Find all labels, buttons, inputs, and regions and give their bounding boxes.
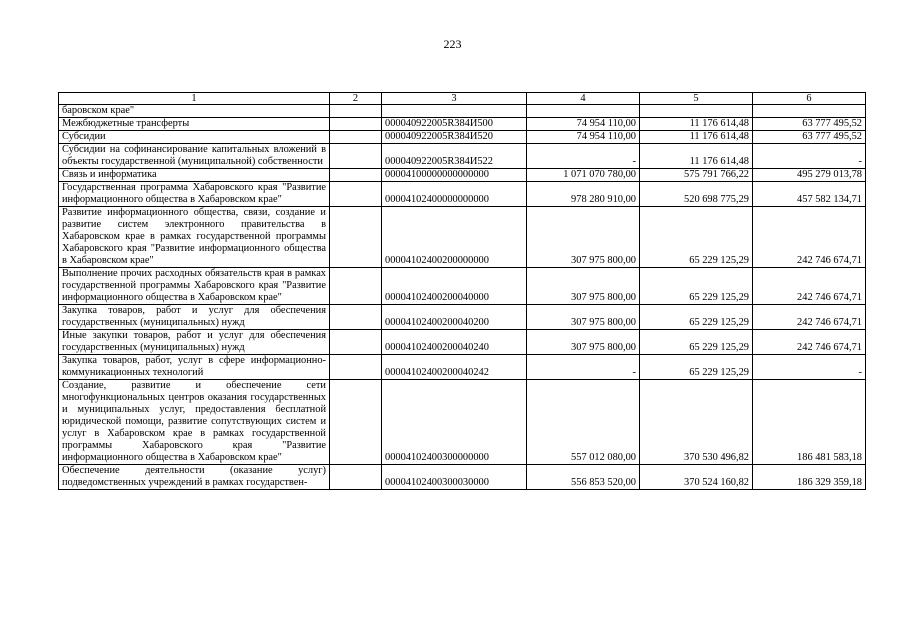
row-code-cell: 00004102400200040242 <box>382 355 527 380</box>
row-code-cell: 00004102400200040000 <box>382 268 527 305</box>
row-executed-cell: 370 524 160,82 <box>640 465 753 490</box>
row-name-cell: баровском крае" <box>59 105 330 118</box>
row-col2-cell <box>330 105 382 118</box>
row-name-cell: Субсидии <box>59 131 330 144</box>
row-remaining-cell: 457 582 134,71 <box>753 182 866 207</box>
table-row <box>59 144 866 169</box>
row-approved-cell: 307 975 800,00 <box>527 305 640 330</box>
table-row <box>59 131 866 144</box>
table-row <box>59 268 866 305</box>
row-approved-cell <box>527 105 640 118</box>
table-row <box>59 355 866 380</box>
row-executed-cell: 11 176 614,48 <box>640 131 753 144</box>
row-name-cell: Связь и информатика <box>59 169 330 182</box>
row-approved-cell: 74 954 110,00 <box>527 118 640 131</box>
row-name-cell: Межбюджетные трансферты <box>59 118 330 131</box>
row-code-cell: 00004102400200000000 <box>382 207 527 268</box>
row-name-cell: Закупка товаров, работ, услуг в сфере информационно-коммуникационных технологий <box>59 355 330 380</box>
row-executed-cell: 65 229 125,29 <box>640 268 753 305</box>
row-code-cell: 00004102400300000000 <box>382 380 527 465</box>
row-approved-cell: 74 954 110,00 <box>527 131 640 144</box>
row-col2-cell <box>330 131 382 144</box>
row-col2-cell <box>330 330 382 355</box>
row-remaining-cell: 186 329 359,18 <box>753 465 866 490</box>
row-col2-cell <box>330 207 382 268</box>
row-executed-cell: 370 530 496,82 <box>640 380 753 465</box>
row-name-cell: Обеспечение деятельности (оказание услуг) подведомственных учреждений в рамках государствен- <box>59 465 330 490</box>
row-executed-cell: 65 229 125,29 <box>640 355 753 380</box>
row-name-cell: Субсидии на софинансирование капитальных вложений в объекты государственной (муниципальной) собственности <box>59 144 330 169</box>
row-approved-cell: 556 853 520,00 <box>527 465 640 490</box>
row-col2-cell <box>330 144 382 169</box>
table-row <box>59 207 866 268</box>
row-executed-cell <box>640 105 753 118</box>
row-col2-cell <box>330 182 382 207</box>
row-col2-cell <box>330 355 382 380</box>
row-code-cell: 00004100000000000000 <box>382 169 527 182</box>
row-remaining-cell: 242 746 674,71 <box>753 207 866 268</box>
row-executed-cell: 65 229 125,29 <box>640 207 753 268</box>
table-row <box>59 305 866 330</box>
column-header-2: 2 <box>330 93 382 105</box>
budget-table <box>58 92 866 490</box>
row-remaining-cell <box>753 105 866 118</box>
row-remaining-cell: 63 777 495,52 <box>753 131 866 144</box>
row-remaining-cell: - <box>753 355 866 380</box>
row-name-cell: Государственная программа Хабаровского края "Развитие информационного общества в Хабаровском крае" <box>59 182 330 207</box>
column-header-6: 6 <box>753 93 866 105</box>
table-row <box>59 182 866 207</box>
table-row <box>59 169 866 182</box>
table-header-row <box>59 93 866 105</box>
row-col2-cell <box>330 305 382 330</box>
column-header-1: 1 <box>59 93 330 105</box>
table-row <box>59 105 866 118</box>
row-executed-cell: 575 791 766,22 <box>640 169 753 182</box>
row-approved-cell: - <box>527 144 640 169</box>
table-row <box>59 118 866 131</box>
row-approved-cell: 307 975 800,00 <box>527 207 640 268</box>
row-code-cell: 00004102400300030000 <box>382 465 527 490</box>
row-name-cell: Создание, развитие и обеспечение сети многофункциональных центров оказания государственных и муниципальных услуг, предоставления бесплатной юридической помощи, развитие сопутствующих систем и услуг в Хабаровском крае в рамках государственной программы Хабаровского края "Развитие информационного общества в Хабаровском крае" <box>59 380 330 465</box>
row-executed-cell: 65 229 125,29 <box>640 305 753 330</box>
row-code-cell: 00004102400000000000 <box>382 182 527 207</box>
row-col2-cell <box>330 465 382 490</box>
row-remaining-cell: 186 481 583,18 <box>753 380 866 465</box>
table-body <box>59 105 866 490</box>
row-col2-cell <box>330 380 382 465</box>
column-header-4: 4 <box>527 93 640 105</box>
column-header-5: 5 <box>640 93 753 105</box>
row-code-cell: 00004102400200040200 <box>382 305 527 330</box>
row-col2-cell <box>330 169 382 182</box>
row-approved-cell: 978 280 910,00 <box>527 182 640 207</box>
row-code-cell: 000040922005R384И520 <box>382 131 527 144</box>
table-row <box>59 330 866 355</box>
row-remaining-cell: 242 746 674,71 <box>753 305 866 330</box>
row-code-cell: 000040922005R384И522 <box>382 144 527 169</box>
row-remaining-cell: - <box>753 144 866 169</box>
row-remaining-cell: 495 279 013,78 <box>753 169 866 182</box>
row-approved-cell: 1 071 070 780,00 <box>527 169 640 182</box>
row-col2-cell <box>330 118 382 131</box>
row-code-cell: 00004102400200040240 <box>382 330 527 355</box>
row-executed-cell: 65 229 125,29 <box>640 330 753 355</box>
table-row <box>59 465 866 490</box>
row-approved-cell: 307 975 800,00 <box>527 268 640 305</box>
row-code-cell: 000040922005R384И500 <box>382 118 527 131</box>
row-remaining-cell: 63 777 495,52 <box>753 118 866 131</box>
row-approved-cell: 307 975 800,00 <box>527 330 640 355</box>
row-name-cell: Закупка товаров, работ и услуг для обеспечения государственных (муниципальных) нужд <box>59 305 330 330</box>
row-approved-cell: 557 012 080,00 <box>527 380 640 465</box>
row-name-cell: Иные закупки товаров, работ и услуг для обеспечения государственных (муниципальных) нужд <box>59 330 330 355</box>
row-executed-cell: 520 698 775,29 <box>640 182 753 207</box>
row-name-cell: Развитие информационного общества, связи, создание и развитие систем электронного правительства в Хабаровском крае в рамках государственной программы Хабаровского края "Развитие информационного общества в Хабаровском крае" <box>59 207 330 268</box>
row-name-cell: Выполнение прочих расходных обязательств края в рамках государственной программы Хабаровского края "Развитие информационного общества в Хабаровском крае" <box>59 268 330 305</box>
page-number: 223 <box>443 37 462 51</box>
row-remaining-cell: 242 746 674,71 <box>753 268 866 305</box>
row-remaining-cell: 242 746 674,71 <box>753 330 866 355</box>
column-header-3: 3 <box>382 93 527 105</box>
row-col2-cell <box>330 268 382 305</box>
row-approved-cell: - <box>527 355 640 380</box>
table-row <box>59 380 866 465</box>
row-executed-cell: 11 176 614,48 <box>640 118 753 131</box>
row-executed-cell: 11 176 614,48 <box>640 144 753 169</box>
row-code-cell <box>382 105 527 118</box>
